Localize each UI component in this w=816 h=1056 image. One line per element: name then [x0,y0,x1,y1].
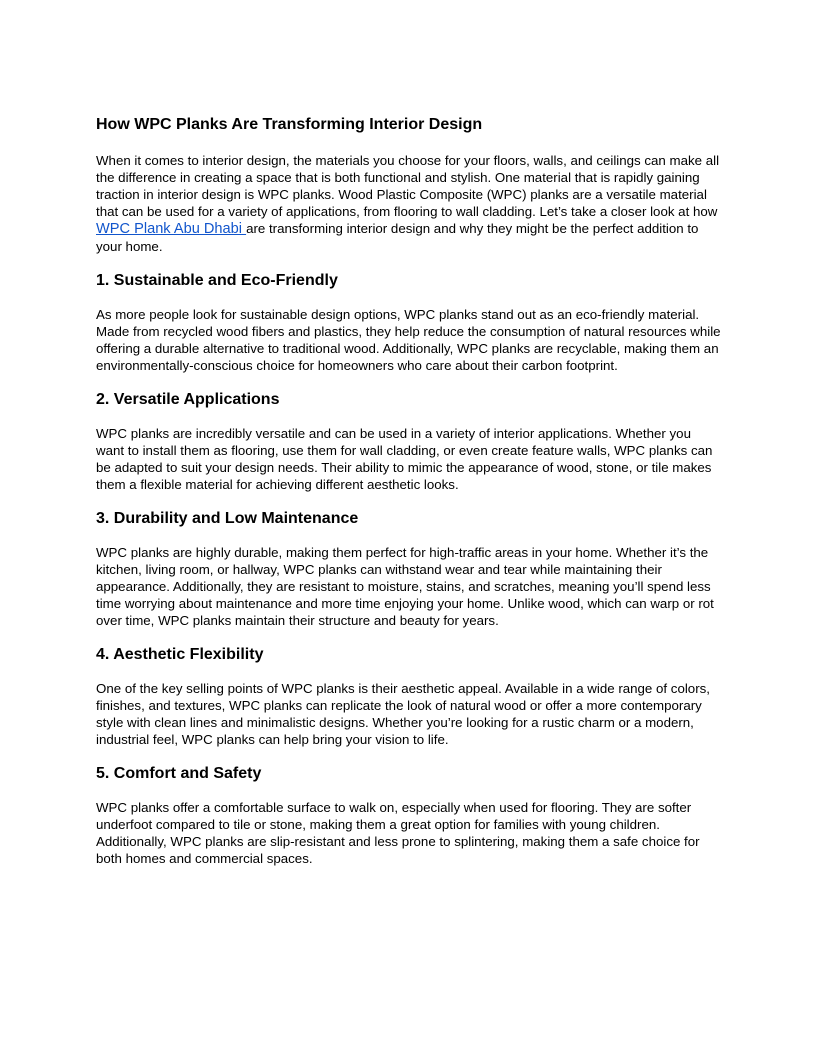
wpc-plank-abu-dhabi-link[interactable]: WPC Plank Abu Dhabi [96,221,247,237]
document-title: How WPC Planks Are Transforming Interior Design [96,116,483,133]
section-body-comfort: WPC planks offer a comfortable surface to walk on, especially when used for flooring. They are softer underfoot compared to tile or stone, making them a great option for families with young children. Additionally, WPC planks are slip-resistant and less prone to splintering, making them a safe choice for both homes and commercial spaces. [96,800,700,866]
intro-paragraph [96,152,721,255]
section-heading-sustainable: 1. Sustainable and Eco-Friendly [96,272,338,289]
intro-text-before-link: When it comes to interior design, the materials you choose for your floors, walls, and ceilings can make all the difference in creating a space that is both functional and stylish. One material that is rapidly gaining traction in interior design is WPC planks. Wood Plastic Composite (WPC) planks are a versatile material that can be used for a variety of applications, from flooring to wall cladding. Let’s take a closer look at how [96,153,720,219]
section-body-aesthetic: One of the key selling points of WPC planks is their aesthetic appeal. Available in a wide range of colors, finishes, and textures, WPC planks can replicate the look of natural wood or offer a more contemporary style with clean lines and minimalistic designs. Whether you’re looking for a rustic charm or a modern, industrial feel, WPC planks can help bring your vision to life. [96,681,710,747]
section-body-versatile: WPC planks are incredibly versatile and can be used in a variety of interior applications. Whether you want to install them as flooring, use them for wall cladding, or even create feature walls, WPC planks can be adapted to suit your design needs. Their ability to mimic the appearance of wood, stone, or tile makes them a flexible material for achieving different aesthetic looks. [96,426,713,492]
section-body-sustainable: As more people look for sustainable design options, WPC planks stand out as an eco-friendly material. Made from recycled wood fibers and plastics, they help reduce the consumption of natural resources while offering a durable alternative to traditional wood. Additionally, WPC planks are recyclable, making them an environmentally-conscious choice for homeowners who care about their carbon footprint. [96,307,721,373]
intro-text-after-link: are transforming interior design and why they might be the perfect addition to your home. [96,221,699,254]
section-body-durability: WPC planks are highly durable, making them perfect for high-traffic areas in your home. Whether it’s the kitchen, living room, or hallway, WPC planks can withstand wear and tear while maintaining their appearance. Additionally, they are resistant to moisture, stains, and scratches, meaning you’ll spend less time worrying about maintenance and more time enjoying your home. Unlike wood, which can warp or rot over time, WPC planks maintain their structure and beauty for years. [96,545,714,628]
document-page [96,114,721,867]
section-heading-durability: 3. Durability and Low Maintenance [96,510,359,527]
section-heading-aesthetic: 4. Aesthetic Flexibility [96,646,264,663]
section-heading-comfort: 5. Comfort and Safety [96,765,262,782]
section-heading-versatile: 2. Versatile Applications [96,391,280,408]
